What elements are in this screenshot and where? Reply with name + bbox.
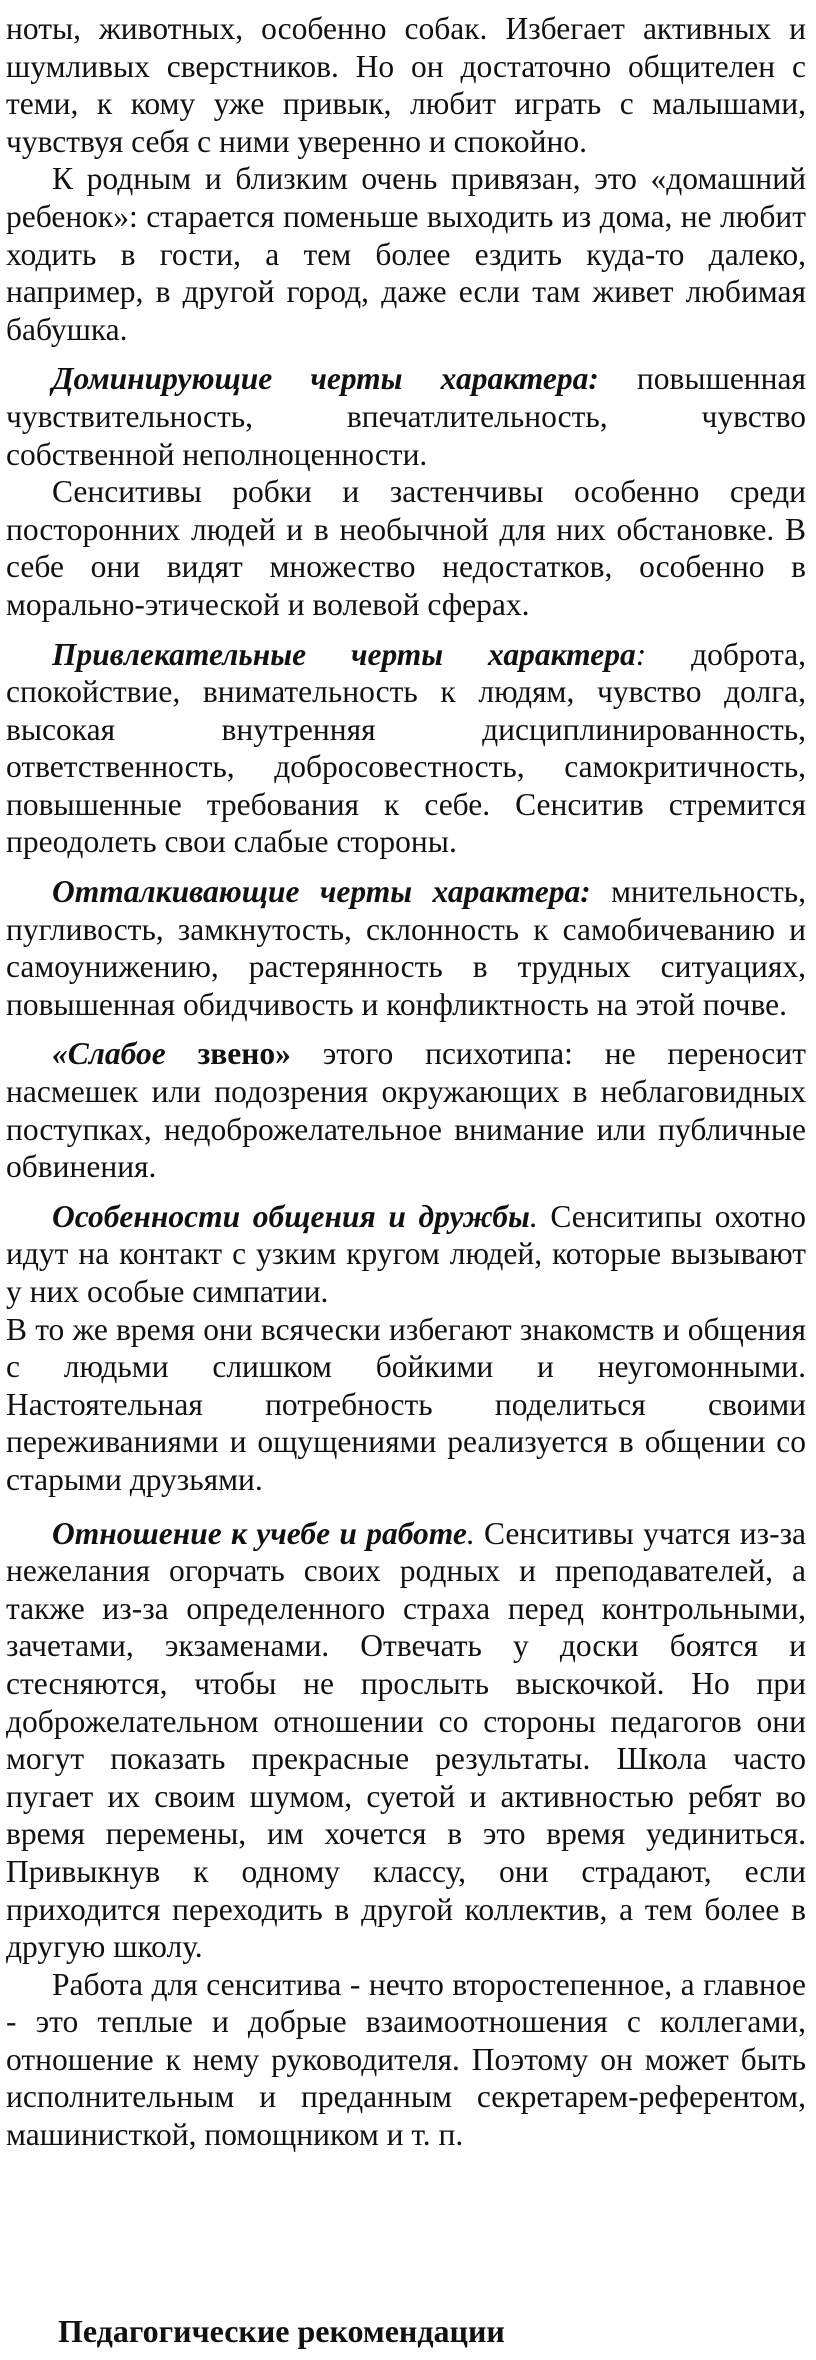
paragraph-study-work: Отношение к учебе и работе. Сенситивы учатся из-за нежелания огорчать своих родных и преподавателей, а также из-за определенного страха перед контрольными, зачетами, экзаменами. Отвечать у доски боятся и стесняются, чтобы не прослыть выскочкой. Но при доброжелательном отношении со стороны педагогов они могут показать прекрасные результаты. Школа часто пугает их своим шумом, суетой и активностью ребят во время перемены, им хочется в это время уединиться. Привыкнув к одному классу, они страдают, если приходится переходить в другой коллектив, а тем более в другую школу. [6, 1515, 806, 1965]
paragraph-repulsive-traits: Отталкивающие черты характера: мнительность, пугливость, замкнутость, склонность к самобичеванию и самоунижению, растерянность в трудных ситуациях, повышенная обидчивость и конфликтность на этой почве. [6, 874, 806, 1022]
paragraph-attractive-traits: Привлекательные черты характера: доброта, спокойствие, внимательность к людям, чувство долга, высокая внутренняя дисциплинированность, ответственность, добросовестность, самокритичность, повышенные требования к себе. Сенситив стремится преодолеть свои слабые стороны. [6, 636, 806, 860]
lead-repulsive-traits: Отталкивающие черты характера: [52, 874, 591, 910]
paragraph-shyness: Сенситивы робки и застенчивы особенно среди посторонних людей и в необычной для них обстановке. В себе они видят множество недостатков, особенно в морально-этической и волевой сферах. [6, 474, 806, 622]
paragraph-work: Работа для сенситива - нечто второстепенное, а главное - это теплые и добрые взаимоотношения с коллегами, отношение к нему руководителя. Поэтому он может быть исполнительным и преданным секретарем-референтом, машинисткой, помощником и т. п. [6, 1966, 806, 2153]
paragraph-dominant-traits: Доминирующие черты характера: повышенная чувствительность, впечатлительность, чувство собственной неполноценности. [6, 361, 806, 472]
lead-dominant-traits: Доминирующие черты характера: [52, 361, 599, 397]
section-heading: Педагогические рекомендации [58, 2313, 505, 2349]
paragraph-attachment: К родным и близким очень привязан, это «домашний ребенок»: старается поменьше выходить из дома, не любит ходить в гости, а тем более ездить куда-то далеко, например, в другой город, даже если там живет любимая бабушка. [6, 161, 806, 347]
lead-attractive-traits: Привлекательные черты характера [52, 636, 636, 672]
lead-study-work: Отношение к учебе и работе [52, 1515, 467, 1551]
lead-weak-link: «Слабое [52, 1036, 166, 1072]
paragraph-communication: Особенности общения и дружбы. Сенситипы охотно идут на контакт с узким кругом людей, которые вызывают у них особые симпатии. [6, 1198, 806, 1309]
lead-communication: Особенности общения и дружбы [52, 1198, 530, 1234]
paragraph-weak-link: «Слабое звено» этого психотипа: не переносит насмешек или подозрения окружающих в неблаговидных поступках, недоброжелательное внимание или публичные обвинения. [6, 1036, 806, 1185]
paragraph-avoidance: В то же время они всячески избегают знакомств и общения с людьми слишком бойкими и неугомонными. Настоятельная потребность поделиться своими переживаниями и ощущениями реализуется в общении со старыми друзьями. [6, 1311, 806, 1497]
paragraph-continuation: ноты, животных, особенно собак. Избегает активных и шумливых сверстников. Но он достаточно общителен с теми, к кому уже привык, любит играть с малышами, чувствуя себя с ними уверенно и спокойно. [6, 11, 806, 159]
